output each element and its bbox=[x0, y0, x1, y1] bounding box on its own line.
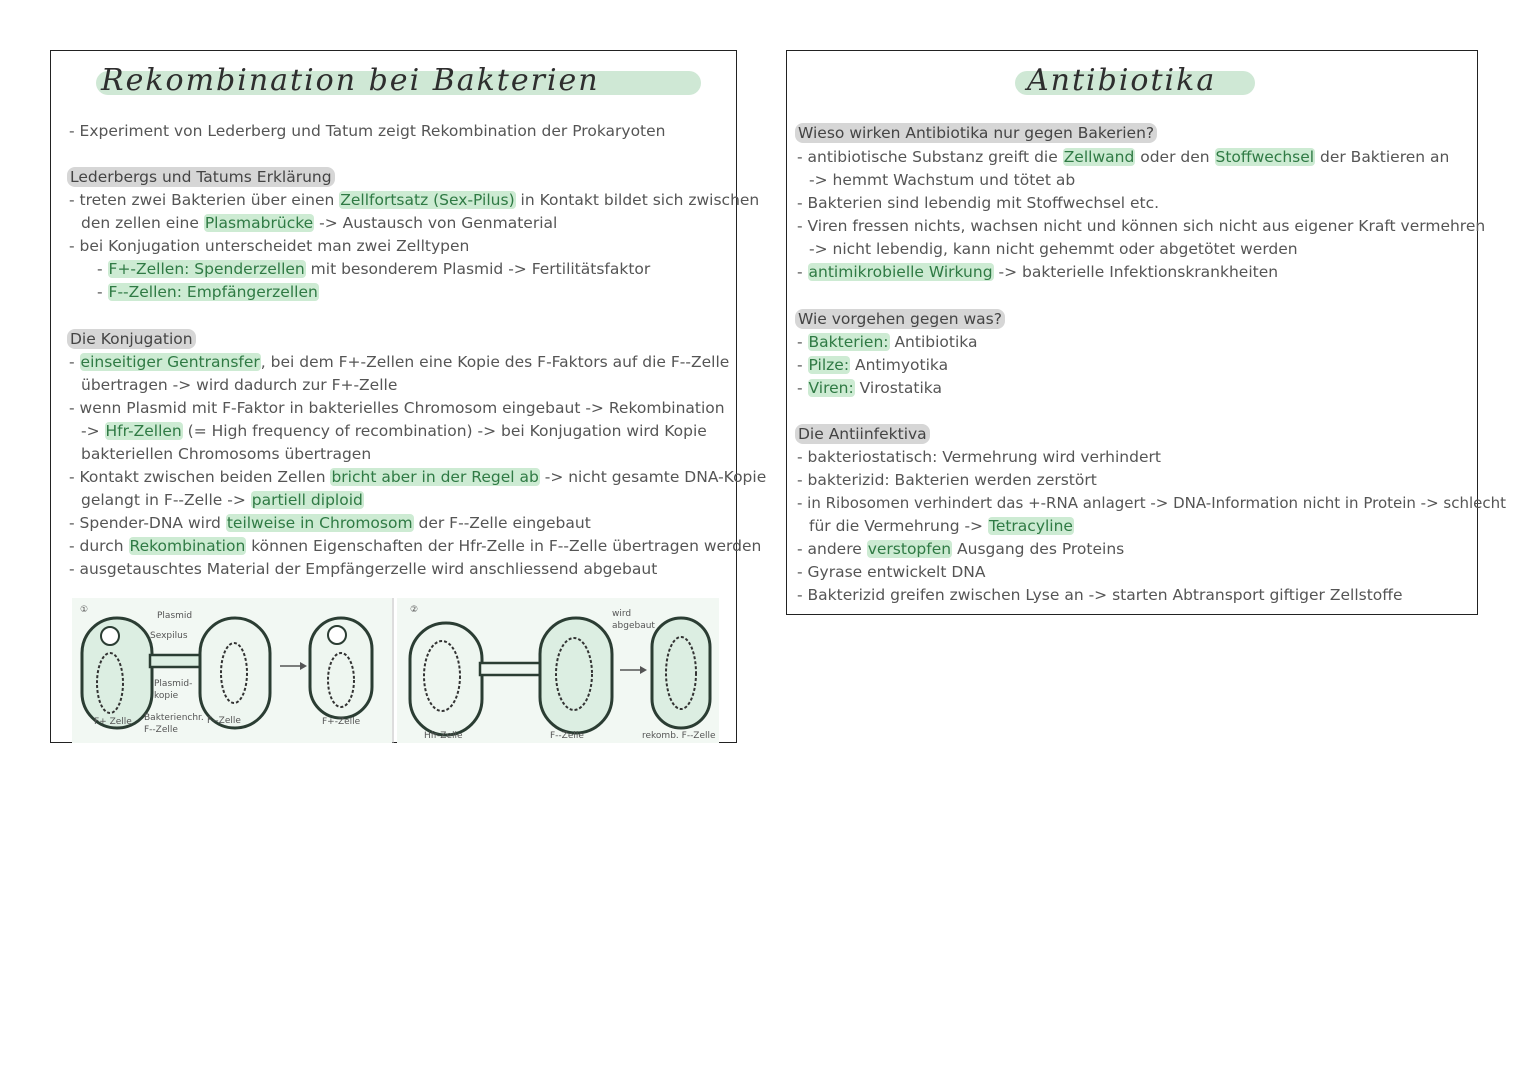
text-line bbox=[797, 355, 948, 375]
text-line: - bakterizid: Bakterien werden zerstört bbox=[797, 471, 1097, 489]
plasmid-circle bbox=[328, 626, 346, 644]
text-span: - antibiotische Substanz greift die bbox=[797, 148, 1063, 166]
text-span: -> bbox=[81, 422, 105, 440]
text-span: -> nicht gesamte DNA-Kopie bbox=[539, 468, 767, 486]
text-line: bakteriellen Chromosoms übertragen bbox=[81, 445, 372, 463]
highlight-term: Rekombination bbox=[129, 537, 246, 555]
highlight-term: antimikrobielle Wirkung bbox=[808, 263, 993, 281]
highlight-term: einseitiger Gentransfer bbox=[80, 353, 260, 371]
label-fplus-zelle: F+ Zelle bbox=[94, 717, 132, 727]
text-line: - Bakterizid greifen zwischen Lyse an -> starten Abtransport giftiger Zellstoffe bbox=[797, 586, 1403, 604]
text-span: - Kontakt zwischen beiden Zellen bbox=[69, 468, 331, 486]
text-line bbox=[81, 490, 364, 510]
text-span: Virostatika bbox=[854, 379, 942, 397]
highlight-term: teilweise in Chromosom bbox=[226, 514, 413, 532]
highlight-term: Pilze: bbox=[808, 356, 850, 374]
hfr-cell bbox=[410, 623, 482, 735]
highlight-term: Plasmabrücke bbox=[204, 214, 314, 232]
text-line: - bakteriostatisch: Vermehrung wird verhindert bbox=[797, 448, 1161, 466]
section-heading: Lederbergs und Tatums Erklärung bbox=[67, 167, 335, 187]
step-number-1: ① bbox=[80, 605, 89, 615]
highlight-term: F--Zellen: Empfängerzellen bbox=[108, 283, 318, 301]
label-fminus-zelle: F--Zelle bbox=[207, 716, 241, 726]
rekomb-cell bbox=[652, 618, 710, 728]
text-line: - wenn Plasmid mit F-Faktor in bakterielles Chromosom eingebaut -> Rekombination bbox=[69, 399, 725, 417]
text-span: den zellen eine bbox=[81, 214, 204, 232]
text-span: -> bakterielle Infektionskrankheiten bbox=[993, 263, 1279, 281]
text-line: -> hemmt Wachstum und tötet ab bbox=[809, 171, 1076, 189]
text-line: übertragen -> wird dadurch zur F+-Zelle bbox=[81, 376, 398, 394]
highlight-term: Zellwand bbox=[1063, 148, 1135, 166]
fminus-cell bbox=[200, 618, 270, 728]
highlight-term: F+-Zellen: Spenderzellen bbox=[108, 260, 305, 278]
label-sexpilus: Sexpilus bbox=[150, 631, 188, 641]
label-fminus-zelle: F--Zelle bbox=[550, 731, 584, 741]
text-line: - in Ribosomen verhindert das +-RNA anlagert -> DNA-Information nicht in Protein -> schlecht bbox=[797, 494, 1507, 512]
text-span: - bbox=[97, 283, 108, 301]
text-line bbox=[69, 467, 766, 487]
text-span: mit besonderem Plasmid -> Fertilitätsfaktor bbox=[305, 260, 651, 278]
text-line bbox=[81, 421, 707, 441]
text-line: - bei Konjugation unterscheidet man zwei Zelltypen bbox=[69, 237, 470, 255]
label-bakterienchr: Bakterienchr. bbox=[144, 713, 204, 723]
text-line: - Viren fressen nichts, wachsen nicht und können sich nicht aus eigener Kraft vermehren bbox=[797, 217, 1486, 235]
highlight-term: partiell diploid bbox=[251, 491, 363, 509]
text-span: Antimyotika bbox=[850, 356, 949, 374]
intro-line: - Experiment von Lederberg und Tatum zeigt Rekombination der Prokaryoten bbox=[69, 122, 666, 140]
label-fplus-zelle-result: F+-Zelle bbox=[322, 717, 361, 727]
highlight-term: verstopfen bbox=[867, 540, 952, 558]
conjugation-diagram bbox=[52, 598, 736, 743]
text-span: - bbox=[69, 353, 80, 371]
text-span: - bbox=[797, 356, 808, 374]
note-card-recombination bbox=[50, 50, 767, 743]
fminus-cell bbox=[540, 618, 612, 733]
label-plasmid-kopie: kopie bbox=[154, 691, 179, 701]
text-line bbox=[797, 262, 1278, 282]
card-title: Antibiotika bbox=[1027, 63, 1217, 98]
text-line bbox=[97, 259, 650, 279]
text-line bbox=[69, 513, 591, 533]
text-span: -> Austausch von Genmaterial bbox=[314, 214, 558, 232]
highlight-term: Bakterien: bbox=[808, 333, 889, 351]
conjugation-bridge bbox=[480, 663, 544, 675]
text-line: -> nicht lebendig, kann nicht gehemmt oder abgetötet werden bbox=[809, 240, 1298, 258]
text-line bbox=[69, 190, 759, 210]
text-span: (= High frequency of recombination) -> bei Konjugation wird Kopie bbox=[182, 422, 707, 440]
text-line bbox=[69, 536, 761, 556]
label-plasmid-kopie: Plasmid- bbox=[154, 679, 193, 689]
highlight-term: Stoffwechsel bbox=[1215, 148, 1315, 166]
text-line bbox=[69, 352, 729, 372]
text-line bbox=[797, 378, 942, 398]
text-span: - bbox=[797, 333, 808, 351]
text-span: der Baktieren an bbox=[1315, 148, 1450, 166]
section-heading: Die Konjugation bbox=[67, 329, 196, 349]
note-card-antibiotika bbox=[786, 50, 1507, 615]
label-wird: wird bbox=[612, 609, 632, 619]
card-title: Rekombination bei Bakterien bbox=[101, 63, 600, 98]
sexpilus-bridge bbox=[150, 655, 202, 667]
text-line: - Gyrase entwickelt DNA bbox=[797, 563, 986, 581]
text-line bbox=[97, 282, 319, 302]
text-span: gelangt in F--Zelle -> bbox=[81, 491, 251, 509]
section-heading: Die Antiinfektiva bbox=[795, 424, 930, 444]
text-span: - bbox=[97, 260, 108, 278]
label-bakterienchr: F--Zelle bbox=[144, 725, 178, 735]
plasmid-circle bbox=[101, 627, 119, 645]
text-span: - andere bbox=[797, 540, 867, 558]
section-heading: Wieso wirken Antibiotika nur gegen Bakerien? bbox=[795, 123, 1157, 143]
highlight-term: Viren: bbox=[808, 379, 854, 397]
highlight-term: Zellfortsatz (Sex-Pilus) bbox=[340, 191, 515, 209]
text-span: , bei dem F+-Zellen eine Kopie des F-Faktors auf die F--Zelle bbox=[260, 353, 730, 371]
text-span: können Eigenschaften der Hfr-Zelle in F--Zelle übertragen werden bbox=[246, 537, 762, 555]
label-abgebaut: abgebaut bbox=[612, 621, 655, 631]
text-span: oder den bbox=[1135, 148, 1215, 166]
text-line bbox=[797, 147, 1449, 167]
text-span: Antibiotika bbox=[889, 333, 978, 351]
text-line bbox=[809, 516, 1074, 536]
text-span: der F--Zelle eingebaut bbox=[413, 514, 591, 532]
text-span: - durch bbox=[69, 537, 129, 555]
text-line bbox=[81, 213, 557, 233]
text-span: - Spender-DNA wird bbox=[69, 514, 226, 532]
label-rekomb-zelle: rekomb. F--Zelle bbox=[642, 731, 716, 741]
text-span: für die Vermehrung -> bbox=[809, 517, 988, 535]
text-span: Ausgang des Proteins bbox=[952, 540, 1125, 558]
text-line: - ausgetauschtes Material der Empfängerzelle wird anschliessend abgebaut bbox=[69, 560, 658, 578]
highlight-term: Hfr-Zellen bbox=[105, 422, 182, 440]
highlight-term: bricht aber in der Regel ab bbox=[331, 468, 539, 486]
section-heading: Wie vorgehen gegen was? bbox=[795, 309, 1005, 329]
text-span: - bbox=[797, 379, 808, 397]
label-plasmid: Plasmid bbox=[157, 611, 193, 621]
text-line bbox=[797, 332, 977, 352]
highlight-term: Tetracyline bbox=[988, 517, 1073, 535]
text-span: - bbox=[797, 263, 808, 281]
label-hfr-zelle: Hfr-Zelle bbox=[424, 731, 463, 741]
text-span: - treten zwei Bakterien über einen bbox=[69, 191, 340, 209]
text-line bbox=[797, 539, 1124, 559]
step-number-2: ② bbox=[410, 605, 419, 615]
text-line: - Bakterien sind lebendig mit Stoffwechsel etc. bbox=[797, 194, 1160, 212]
text-span: in Kontakt bildet sich zwischen bbox=[515, 191, 760, 209]
